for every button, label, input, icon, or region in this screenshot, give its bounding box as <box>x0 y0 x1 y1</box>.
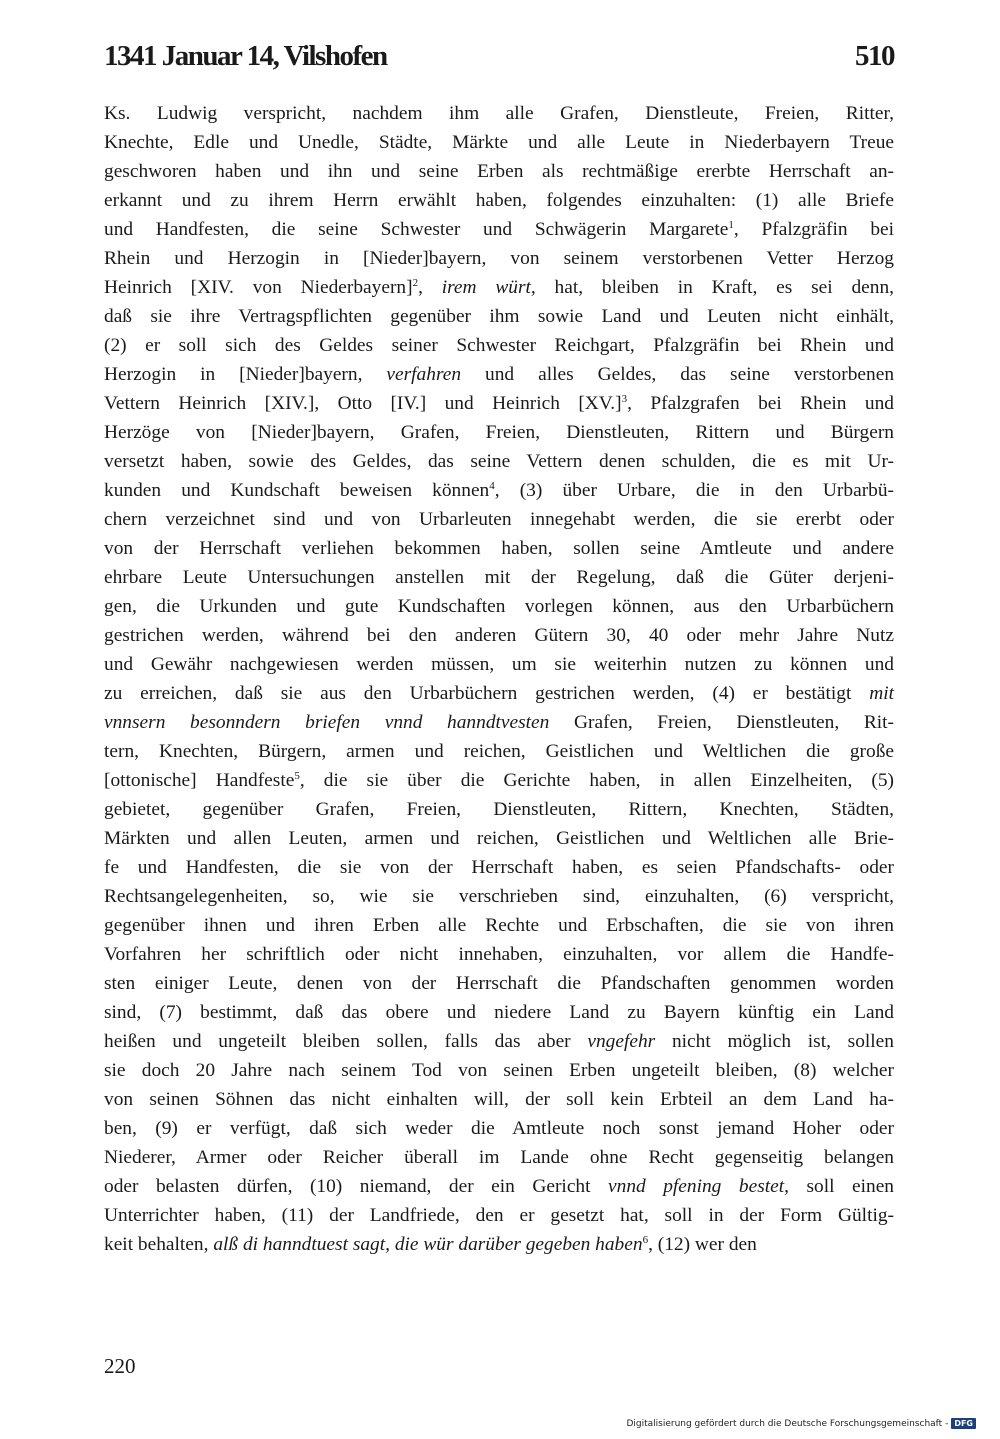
text-line: von seinen Söhnen das nicht einhalten will, der soll kein Erbteil an dem Land ha- <box>104 1089 894 1110</box>
text-line: Herzöge von [Nieder]bayern, Grafen, Freien, Dienstleuten, Rittern und Bürgern <box>104 422 894 443</box>
text-line: vnnsern besonndern briefen vnnd hanndtvesten Grafen, Freien, Dienstleuten, Rit- <box>104 712 894 733</box>
text-line: fe und Handfesten, die sie von der Herrschaft haben, es seien Pfandschafts- oder <box>104 857 894 878</box>
text-line: daß sie ihre Vertragspflichten gegenüber ihm sowie Land und Leuten nicht einhält, <box>104 306 894 327</box>
text-line: Rechtsangelegenheiten, so, wie sie verschrieben sind, einzuhalten, (6) verspricht, <box>104 886 894 907</box>
text-line: gebietet, gegenüber Grafen, Freien, Dienstleuten, Rittern, Knechten, Städten, <box>104 799 894 820</box>
text-line: ben, (9) er verfügt, daß sich weder die Amtleute noch sonst jemand Hoher oder <box>104 1118 894 1139</box>
text-line: Niederer, Armer oder Reicher überall im Lande ohne Recht gegenseitig belangen <box>104 1147 894 1168</box>
text-line: und Handfesten, die seine Schwester und Schwägerin Margarete$^1$, Pfalzgräfin bei <box>104 219 895 240</box>
text-line: Ks. Ludwig verspricht, nachdem ihm alle Grafen, Dienstleute, Freien, Ritter, <box>104 103 894 124</box>
text-line: sind, (7) bestimmt, daß das obere und niedere Land zu Bayern künftig ein Land <box>104 1002 894 1023</box>
text-line: Knechte, Edle und Unedle, Städte, Märkte und alle Leute in Niederbayern Treue <box>104 132 894 153</box>
text-line: chern verzeichnet sind und von Urbarleuten innegehabt werden, die sie ererbt oder <box>104 509 894 530</box>
text-line: [ottonische] Handfeste$^5$, die sie über die Gerichte haben, in allen Einzelheiten, (5) <box>104 770 894 791</box>
text-line: Unterrichter haben, (11) der Landfriede, den er gesetzt hat, soll in der Form Gültig- <box>104 1205 894 1226</box>
text-line: Vorfahren her schriftlich oder nicht innehaben, einzuhalten, vor allem die Handfe- <box>104 944 894 965</box>
text-line: und Gewähr nachgewiesen werden müssen, um sie weiterhin nutzen zu können und <box>104 654 894 675</box>
text-line: ehrbare Leute Untersuchungen anstellen mit der Regelung, daß die Güter derjeni- <box>104 567 894 588</box>
text-line: gestrichen werden, während bei den anderen Gütern 30, 40 oder mehr Jahre Nutz <box>104 625 894 646</box>
text-line: oder belasten dürfen, (10) niemand, der ein Gericht vnnd pfening bestet, soll einen <box>104 1176 894 1197</box>
text-line: Rhein und Herzogin in [Nieder]bayern, von seinem verstorbenen Vetter Herzog <box>104 248 894 269</box>
text-line: keit behalten, alß di hanndtuest sagt, die wür darüber gegeben haben$^6$, (12) wer den <box>104 1234 757 1255</box>
text-line: (2) er soll sich des Geldes seiner Schwester Reichgart, Pfalzgräfin bei Rhein und <box>104 335 894 356</box>
text-line: zu erreichen, daß sie aus den Urbarbüchern gestrichen werden, (4) er bestätigt mit <box>104 683 894 704</box>
text-line: geschworen haben und ihn und seine Erben als rechtmäßige ererbte Herrschaft an- <box>104 161 894 182</box>
text-line: Märkten und allen Leuten, armen und reichen, Geistlichen und Weltlichen alle Brie- <box>104 828 894 849</box>
text-line: erkannt und zu ihrem Herrn erwählt haben, folgendes einzuhalten: (1) alle Briefe <box>104 190 894 211</box>
text-line: sie doch 20 Jahre nach seinem Tod von seinen Erben ungeteilt bleiben, (8) welcher <box>104 1060 894 1081</box>
running-header <box>104 40 894 84</box>
text-line: gen, die Urkunden und gute Kundschaften vorlegen können, aus den Urbarbüchern <box>104 596 894 617</box>
text-line: kunden und Kundschaft beweisen können$^4$, (3) über Urbare, die in den Urbarbü- <box>104 480 895 501</box>
digitization-credit <box>626 1418 976 1429</box>
text-line: Heinrich [XIV. von Niederbayern]$^2$, irem würt, hat, bleiben in Kraft, es sei denn, <box>104 277 895 298</box>
text-line: gegenüber ihnen und ihren Erben alle Rechte und Erbschaften, die sie von ihren <box>104 915 894 936</box>
credit-text: Digitalisierung gefördert durch die Deutsche Forschungsgemeinschaft - <box>626 1418 949 1429</box>
dfg-logo-icon: DFG <box>951 1418 976 1429</box>
text-line: tern, Knechten, Bürgern, armen und reichen, Geistlichen und Weltlichen die große <box>104 741 894 762</box>
text-line: sten einiger Leute, denen von der Herrschaft die Pfandschaften genommen worden <box>104 973 894 994</box>
page-number: 220 <box>104 1354 136 1378</box>
document-number: 510 <box>855 40 894 72</box>
text-line: versetzt haben, sowie des Geldes, das seine Vettern denen schulden, die es mit Ur- <box>104 451 894 472</box>
text-line: heißen und ungeteilt bleiben sollen, falls das aber vngefehr nicht möglich ist, sollen <box>104 1031 894 1052</box>
regest-text <box>104 99 894 1259</box>
text-line: von der Herrschaft verliehen bekommen haben, sollen seine Amtleute und andere <box>104 538 894 559</box>
text-line: Herzogin in [Nieder]bayern, verfahren und alles Geldes, das seine verstorbenen <box>104 364 895 385</box>
text-line: Vettern Heinrich [XIV.], Otto [IV.] und Heinrich $[XV.]^3$, Pfalzgrafen bei Rhein und <box>104 393 894 414</box>
document-date-title: 1341 Januar 14, Vilshofen <box>104 40 387 72</box>
